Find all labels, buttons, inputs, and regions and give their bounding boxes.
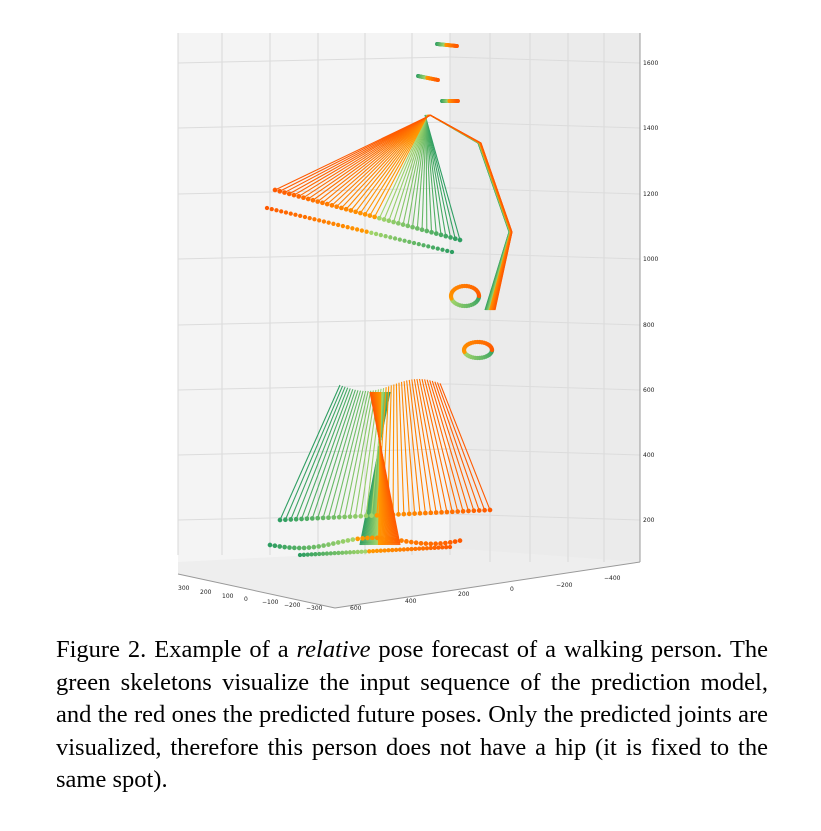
caption-text-after: pose forecast of a walking person. The green skeletons visualize the input sequence of the prediction model, and the red ones the predicted future poses. Only the predicted joints are visualized, therefore this person does not have a hip (it is fixed to the same spot). <box>56 636 768 793</box>
joint-marker <box>361 536 365 540</box>
joint-marker <box>332 516 336 520</box>
joint-marker <box>424 511 428 515</box>
joint-marker <box>305 517 309 521</box>
joint-marker <box>410 547 413 550</box>
joint-marker <box>456 45 459 48</box>
joint-marker <box>392 220 396 224</box>
joint-marker <box>370 231 373 234</box>
joint-marker <box>346 539 350 543</box>
joint-marker <box>446 249 449 252</box>
joint-marker <box>283 545 287 549</box>
joint-marker <box>458 539 462 543</box>
joint-marker <box>402 512 406 516</box>
joint-marker <box>318 219 321 222</box>
joint-marker <box>422 244 425 247</box>
joint-marker <box>401 223 405 227</box>
joint-marker <box>430 231 434 235</box>
joint-marker <box>431 246 434 249</box>
joint-marker <box>490 348 493 351</box>
joint-marker <box>477 509 481 513</box>
joint-marker <box>311 198 315 202</box>
joint-marker <box>375 514 379 518</box>
joint-marker <box>483 508 487 512</box>
joint-marker <box>293 546 297 550</box>
caption-text-before: Example of a <box>146 636 297 663</box>
joint-marker <box>318 552 321 555</box>
joint-marker <box>433 546 436 549</box>
joint-marker <box>335 205 339 209</box>
joint-marker <box>424 542 428 546</box>
joint-marker <box>321 516 325 520</box>
joint-marker <box>405 540 409 544</box>
joint-marker <box>407 512 411 516</box>
x-tick-label: 300 <box>178 585 190 592</box>
x-tick-label: 200 <box>200 589 212 596</box>
joint-marker <box>351 538 355 542</box>
joint-marker <box>329 552 332 555</box>
joint-marker <box>325 552 328 555</box>
joint-marker <box>382 218 386 222</box>
joint-marker <box>371 536 375 540</box>
joint-marker <box>330 204 334 208</box>
joint-marker <box>302 553 305 556</box>
joint-marker <box>321 201 325 205</box>
joint-marker <box>332 222 335 225</box>
caption-emphasis: relative <box>296 636 371 663</box>
joint-marker <box>449 236 453 240</box>
joint-marker <box>419 541 423 545</box>
joint-marker <box>349 209 353 213</box>
joint-marker <box>387 219 391 223</box>
joint-marker <box>354 515 358 519</box>
figure-label: Figure 2. <box>56 636 147 663</box>
joint-marker <box>450 250 453 253</box>
z-tick-label: 1200 <box>643 191 659 198</box>
joint-marker <box>384 235 387 238</box>
joint-marker <box>327 543 331 547</box>
joint-marker <box>418 512 422 516</box>
joint-marker <box>341 224 344 227</box>
joint-marker <box>284 211 287 214</box>
joint-marker <box>441 248 444 251</box>
joint-marker <box>445 546 448 549</box>
joint-marker <box>345 551 348 554</box>
joint-marker <box>400 539 404 543</box>
z-tick-label: 800 <box>643 322 655 329</box>
joint-marker <box>425 547 428 550</box>
joint-marker <box>375 536 379 540</box>
joint-marker <box>302 196 306 200</box>
joint-marker <box>445 510 449 514</box>
joint-marker <box>325 202 329 206</box>
z-tick-label: 1400 <box>643 125 659 132</box>
joint-marker <box>351 227 354 230</box>
joint-marker <box>429 511 433 515</box>
joint-marker <box>297 546 301 550</box>
joint-marker <box>453 540 457 544</box>
joint-marker <box>387 549 390 552</box>
joint-marker <box>439 542 443 546</box>
joint-marker <box>411 225 415 229</box>
joint-marker <box>308 217 311 220</box>
joint-marker <box>322 544 326 548</box>
joint-marker <box>393 237 396 240</box>
joint-marker <box>278 545 282 549</box>
joint-marker <box>348 551 351 554</box>
joint-marker <box>429 542 433 546</box>
joint-marker <box>273 544 277 548</box>
joint-marker <box>288 546 292 550</box>
joint-marker <box>458 238 462 242</box>
joint-marker <box>406 224 410 228</box>
joint-marker <box>398 548 401 551</box>
joint-marker <box>317 545 321 549</box>
joint-marker <box>265 206 268 209</box>
joint-marker <box>441 546 444 549</box>
joint-marker <box>364 514 368 518</box>
joint-marker <box>333 552 336 555</box>
joint-marker <box>316 516 320 520</box>
joint-marker <box>427 245 430 248</box>
joint-marker <box>327 516 331 520</box>
joint-marker <box>488 508 492 512</box>
joint-marker <box>368 214 372 218</box>
joint-marker <box>448 541 452 545</box>
joint-marker <box>306 553 309 556</box>
joint-marker <box>294 517 298 521</box>
joint-marker <box>402 548 405 551</box>
joint-marker <box>297 195 301 199</box>
joint-marker <box>434 511 438 515</box>
joint-marker <box>379 233 382 236</box>
joint-marker <box>420 228 424 232</box>
joint-marker <box>292 193 296 197</box>
joint-marker <box>406 548 409 551</box>
joint-marker <box>300 517 304 521</box>
joint-marker <box>352 551 355 554</box>
joint-marker <box>327 221 330 224</box>
joint-marker <box>363 213 367 217</box>
joint-marker <box>299 214 302 217</box>
joint-marker <box>453 237 457 241</box>
joint-marker <box>311 517 315 521</box>
joint-marker <box>356 550 359 553</box>
joint-marker <box>397 513 401 517</box>
joint-marker <box>437 546 440 549</box>
joint-marker <box>437 79 440 82</box>
joint-marker <box>378 216 382 220</box>
joint-marker <box>332 542 336 546</box>
joint-marker <box>310 553 313 556</box>
joint-marker <box>278 518 282 522</box>
joint-marker <box>303 215 306 218</box>
y-tick-label: −200 <box>556 582 573 589</box>
joint-marker <box>417 243 420 246</box>
joint-marker <box>337 515 341 519</box>
limb-segment <box>426 115 427 231</box>
joint-marker <box>340 206 344 210</box>
joint-marker <box>344 207 348 211</box>
joint-marker <box>359 211 363 215</box>
limb-segment <box>393 384 394 514</box>
joint-marker <box>354 210 358 214</box>
y-tick-label: 200 <box>458 591 470 598</box>
joint-marker <box>287 192 291 196</box>
joint-marker <box>444 234 448 238</box>
joint-marker <box>307 546 311 550</box>
z-tick-label: 400 <box>643 452 655 459</box>
joint-marker <box>408 240 411 243</box>
joint-marker <box>298 553 301 556</box>
joint-marker <box>398 238 401 241</box>
joint-marker <box>356 537 360 541</box>
joint-marker <box>418 547 421 550</box>
joint-marker <box>451 510 455 514</box>
x-tick-label: −300 <box>306 605 323 612</box>
figure-caption <box>56 634 768 797</box>
joint-marker <box>412 241 415 244</box>
joint-marker <box>314 553 317 556</box>
joint-marker <box>391 548 394 551</box>
joint-marker <box>359 514 363 518</box>
joint-marker <box>322 220 325 223</box>
joint-marker <box>289 212 292 215</box>
joint-marker <box>302 546 306 550</box>
joint-marker <box>414 547 417 550</box>
joint-marker <box>275 209 278 212</box>
joint-marker <box>389 236 392 239</box>
joint-marker <box>440 511 444 515</box>
x-tick-label: 0 <box>244 596 248 603</box>
joint-marker <box>316 200 320 204</box>
joint-marker <box>364 550 367 553</box>
joint-marker <box>360 550 363 553</box>
joint-marker <box>346 226 349 229</box>
joint-marker <box>370 514 374 518</box>
joint-marker <box>421 547 424 550</box>
y-tick-label: 400 <box>405 598 417 605</box>
joint-marker <box>306 197 310 201</box>
joint-marker <box>383 549 386 552</box>
joint-marker <box>414 541 418 545</box>
joint-marker <box>343 515 347 519</box>
joint-marker <box>416 227 420 231</box>
joint-marker <box>365 230 368 233</box>
x-tick-label: −200 <box>284 602 301 609</box>
z-tick-label: 600 <box>643 387 655 394</box>
joint-marker <box>348 515 352 519</box>
joint-marker <box>321 552 324 555</box>
y-tick-label: −400 <box>604 575 621 582</box>
joint-marker <box>356 228 359 231</box>
joint-marker <box>284 518 288 522</box>
joint-marker <box>273 188 277 192</box>
joint-marker <box>375 232 378 235</box>
joint-marker <box>395 548 398 551</box>
joint-marker <box>368 550 371 553</box>
joint-marker <box>294 213 297 216</box>
joint-marker <box>425 229 429 233</box>
joint-marker <box>278 189 282 193</box>
joint-marker <box>456 510 460 514</box>
joint-marker <box>268 543 272 547</box>
joint-marker <box>375 549 378 552</box>
joint-marker <box>360 229 363 232</box>
joint-marker <box>373 215 377 219</box>
joint-marker <box>336 541 340 545</box>
joint-marker <box>313 218 316 221</box>
joint-marker <box>461 509 465 513</box>
y-tick-label: 600 <box>350 605 362 612</box>
joint-marker <box>436 247 439 250</box>
joint-marker <box>289 518 293 522</box>
joint-marker <box>439 233 443 237</box>
joint-marker <box>341 540 345 544</box>
joint-marker <box>371 550 374 553</box>
joint-marker <box>409 540 413 544</box>
joint-marker <box>444 541 448 545</box>
joint-marker <box>413 512 417 516</box>
joint-marker <box>403 239 406 242</box>
axes-panes <box>178 33 640 608</box>
z-tick-label: 200 <box>643 517 655 524</box>
joint-marker <box>337 551 340 554</box>
joint-marker <box>467 509 471 513</box>
joint-marker <box>434 232 438 236</box>
x-tick-label: −100 <box>262 599 279 606</box>
z-tick-label: 1000 <box>643 256 659 263</box>
joint-marker <box>366 536 370 540</box>
joint-marker <box>429 546 432 549</box>
joint-marker <box>270 208 273 211</box>
z-tick-label: 1600 <box>643 60 659 67</box>
joint-marker <box>448 545 451 548</box>
joint-marker <box>397 222 401 226</box>
joint-marker <box>337 223 340 226</box>
y-tick-label: 0 <box>510 586 514 593</box>
joint-marker <box>477 294 480 297</box>
joint-marker <box>312 545 316 549</box>
joint-marker <box>379 549 382 552</box>
joint-marker <box>434 542 438 546</box>
joint-marker <box>280 210 283 213</box>
joint-marker <box>341 551 344 554</box>
joint-marker <box>380 536 384 540</box>
joint-marker <box>472 509 476 513</box>
joint-marker <box>457 100 460 103</box>
x-tick-label: 100 <box>222 593 234 600</box>
joint-marker <box>283 191 287 195</box>
